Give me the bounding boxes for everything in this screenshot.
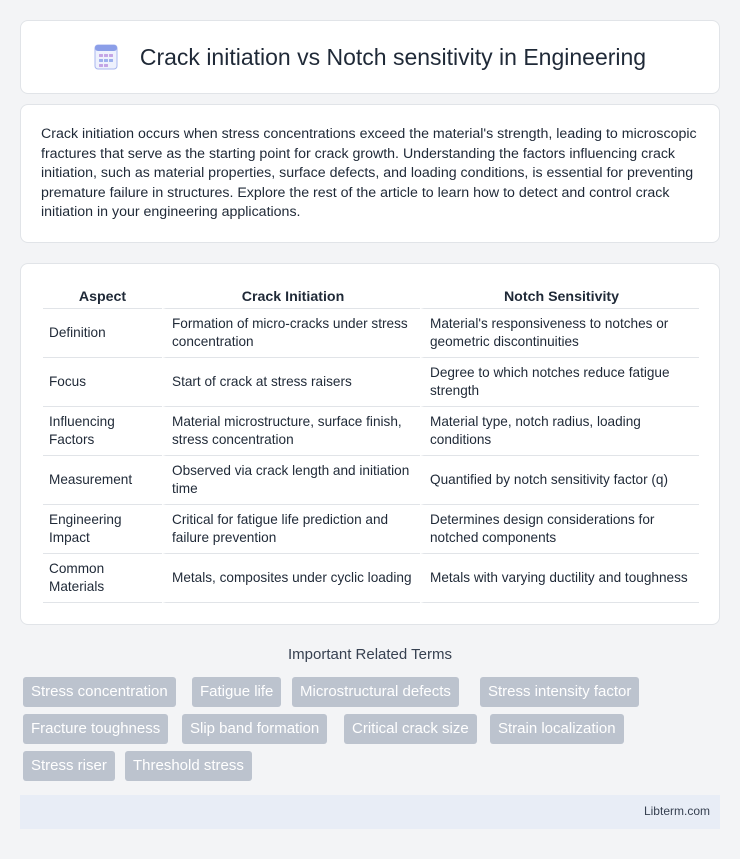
table-row <box>43 309 699 358</box>
table-cell: Focus <box>43 358 162 407</box>
table-header-row <box>43 284 699 309</box>
tag-stress-intensity-factor[interactable]: Stress intensity factor <box>480 677 639 707</box>
table-cell: Definition <box>43 309 162 358</box>
table-cell: Start of crack at stress raisers <box>162 358 420 407</box>
table-row <box>43 407 699 456</box>
table-cell: Determines design considerations for notched components <box>420 505 699 554</box>
tag-slip-band-formation[interactable]: Slip band formation <box>182 714 327 744</box>
related-terms-heading: Important Related Terms <box>288 646 452 663</box>
table-cell: Common Materials <box>43 554 162 603</box>
tag-fatigue-life[interactable]: Fatigue life <box>192 677 281 707</box>
table-cell: Degree to which notches reduce fatigue strength <box>420 358 699 407</box>
tag-strain-localization[interactable]: Strain localization <box>490 714 624 744</box>
page-title: Crack initiation vs Notch sensitivity in Engineering <box>139 43 647 70</box>
table-cell: Measurement <box>43 456 162 505</box>
footer <box>20 795 720 829</box>
tag-critical-crack-size[interactable]: Critical crack size <box>344 714 477 744</box>
tag-stress-riser[interactable]: Stress riser <box>23 751 115 781</box>
table-cell: Material's responsiveness to notches or geometric discontinuities <box>420 309 699 358</box>
table-cell: Metals, composites under cyclic loading <box>162 554 420 603</box>
column-header-notch-sensitivity: Notch Sensitivity <box>420 284 699 309</box>
table-cell: Quantified by notch sensitivity factor (q) <box>420 456 699 505</box>
table-cell: Material type, notch radius, loading conditions <box>420 407 699 456</box>
tag-threshold-stress[interactable]: Threshold stress <box>125 751 252 781</box>
title-card <box>20 20 720 94</box>
intro-paragraph: Crack initiation occurs when stress concentrations exceed the material's strength, leading to microscopic fractures that serve as the starting point for crack growth. Understanding the factors influencing crack initiation, such as material properties, surface defects, and loading conditions, is essential for preventing premature failure in structures. Explore the rest of the article to learn how to detect and control crack initiation in your engineering applications. <box>41 126 697 221</box>
table-cell: Formation of micro-cracks under stress concentration <box>162 309 420 358</box>
table-cell: Observed via crack length and initiation time <box>162 456 420 505</box>
title-row <box>94 44 646 71</box>
tag-fracture-toughness[interactable]: Fracture toughness <box>23 714 168 744</box>
table-cell: Engineering Impact <box>43 505 162 554</box>
document-icon <box>94 44 118 70</box>
table-cell: Influencing Factors <box>43 407 162 456</box>
intro-card <box>20 104 720 243</box>
tag-stress-concentration[interactable]: Stress concentration <box>23 677 176 707</box>
table-cell: Critical for fatigue life prediction and failure prevention <box>162 505 420 554</box>
table-cell: Metals with varying ductility and toughness <box>420 554 699 603</box>
table-row <box>43 358 699 407</box>
table-row <box>43 505 699 554</box>
tag-microstructural-defects[interactable]: Microstructural defects <box>292 677 459 707</box>
comparison-table <box>43 284 699 603</box>
table-row <box>43 456 699 505</box>
table-row <box>43 554 699 603</box>
footer-site-link[interactable]: Libterm.com <box>643 804 710 818</box>
table-cell: Material microstructure, surface finish, stress concentration <box>162 407 420 456</box>
column-header-aspect: Aspect <box>43 284 162 309</box>
column-header-crack-initiation: Crack Initiation <box>162 284 420 309</box>
comparison-card <box>20 263 720 625</box>
